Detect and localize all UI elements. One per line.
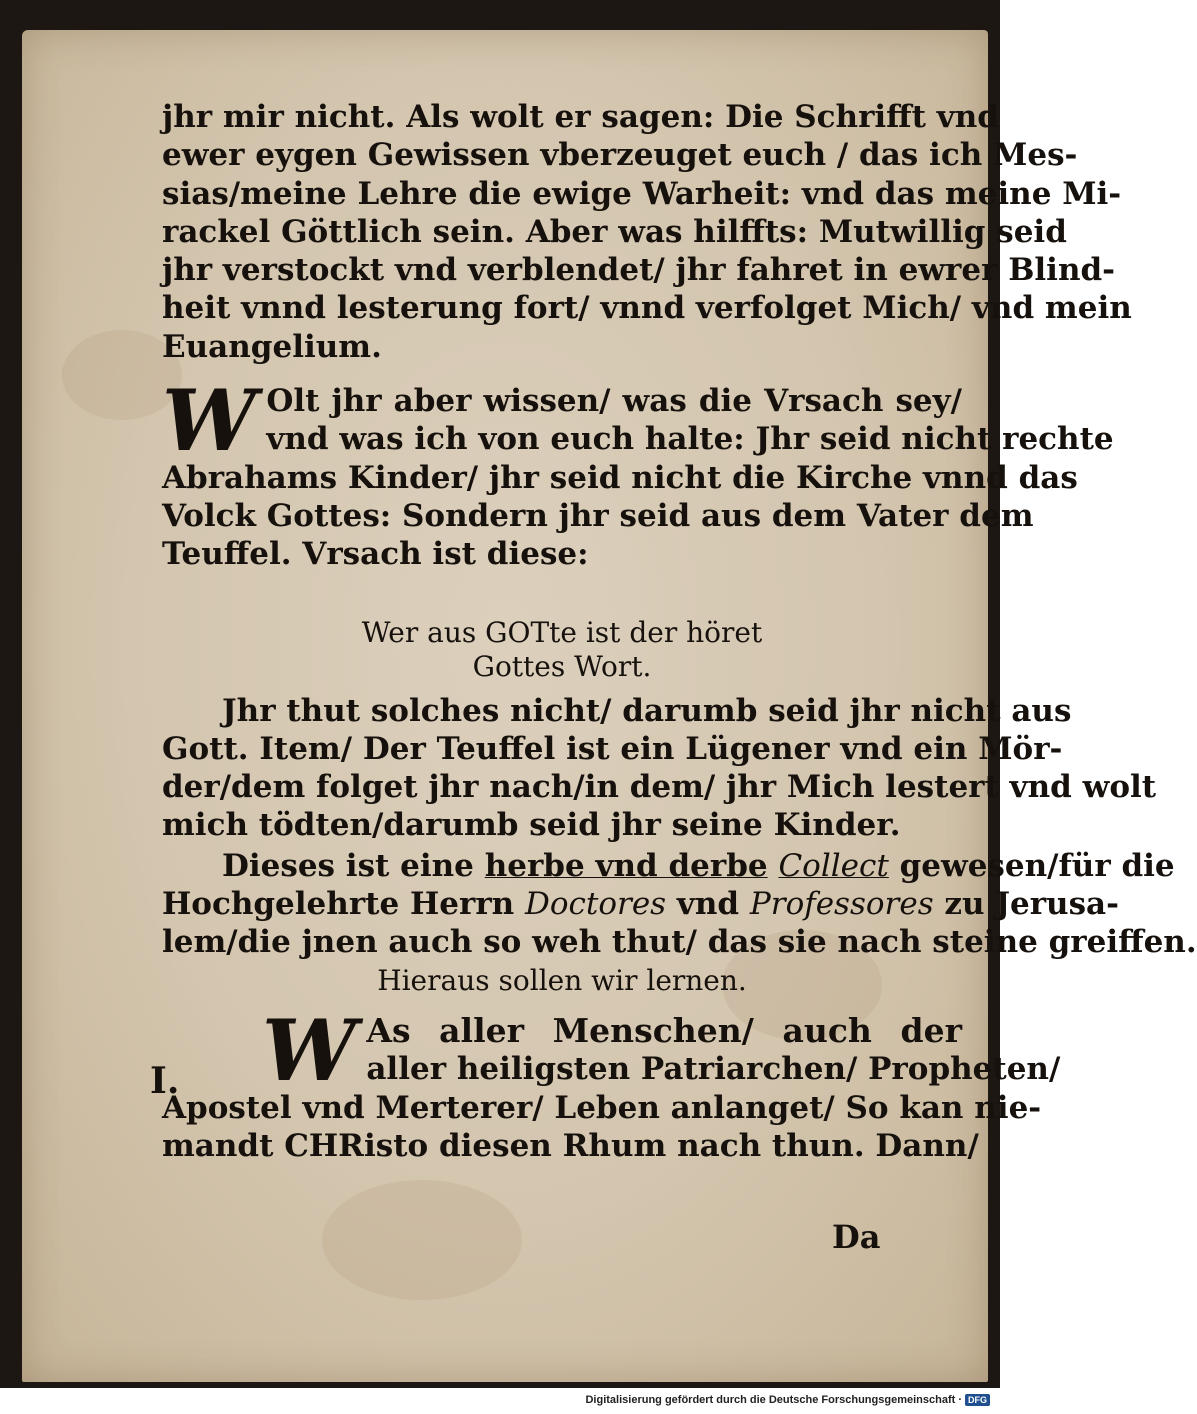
underlined-text: herbe vnd derbe [484, 847, 768, 884]
text-line: Gott. Item/ Der Teuffel ist ein Lügener vnd ein Mör- [162, 730, 1063, 767]
text-line: aller heiligsten Patriarchen/ Propheten/ [366, 1051, 1061, 1088]
text-line: Abrahams Kinder/ jhr seid nicht die Kirche vnnd das [162, 459, 1078, 496]
latin-word: Doctores [525, 886, 667, 923]
handwritten-word: Collect [778, 847, 889, 884]
text-line: sias/meine Lehre die ewige Warheit: vnd das meine Mi- [162, 175, 1122, 212]
text-line: mandt CHRisto diesen Rhum nach thun. Dann/ [162, 1127, 979, 1164]
dfg-logo-icon: DFG [965, 1394, 990, 1406]
latin-word: Professores [749, 886, 934, 923]
text-line: Teuffel. Vrsach ist diese: [162, 536, 589, 573]
quote-line: Gottes Wort. [472, 649, 652, 683]
paragraph-1 [162, 98, 1132, 366]
paper-stain [322, 1180, 522, 1300]
text-line: jhr verstockt vnd verblendet/ jhr fahret in ewrer Blind- [162, 252, 1116, 289]
section-heading: Hieraus sollen wir lernen. [377, 963, 747, 997]
text-line: As aller Menschen/ auch der [366, 1010, 962, 1050]
paragraph-4 [162, 847, 1197, 1000]
text-line: Apostel vnd Merterer/ Leben anlanget/ So kan nie- [162, 1089, 1042, 1126]
footer-text: Digitalisierung gefördert durch die Deutsche Forschungsgemeinschaft · [585, 1394, 962, 1406]
text-line: der/dem folget jhr nach/in dem/ jhr Mich lestert vnd wolt [162, 769, 1157, 806]
text-run: Dieses ist eine [222, 847, 485, 884]
text-line: jhr mir nicht. Als wolt er sagen: Die Schrifft vnd [162, 99, 999, 135]
text-line [162, 885, 1120, 923]
quote-line: Wer aus GOTte ist der höret [361, 615, 763, 649]
text-line: rackel Göttlich sein. Aber was hilffts: Mutwillig seid [162, 213, 1067, 250]
scripture-quote [162, 616, 962, 684]
digitization-footer [0, 1394, 990, 1406]
drop-cap: W [162, 371, 257, 471]
section-number: I. [150, 1060, 180, 1102]
text-line: Euangelium. [162, 328, 382, 365]
text-run: vnd [666, 886, 750, 923]
text-line: ewer eygen Gewissen vberzeuget euch / das ich Mes- [162, 137, 1078, 174]
catchword: Da [832, 1218, 881, 1256]
text-line: Olt jhr aber wissen/ was die Vrsach sey/ [266, 383, 962, 420]
text-line: heit vnnd lesterung fort/ vnnd verfolget Mich/ vnd mein [162, 290, 1132, 327]
text-line [162, 847, 1175, 885]
text-run: zu Jerusa- [933, 886, 1120, 923]
text-run: gewesen/für die [888, 847, 1175, 884]
text-line: lem/die jnen auch so weh thut/ das sie nach steine greiffen. [162, 924, 1197, 961]
paragraph-3 [162, 692, 1157, 845]
drop-cap: W [262, 1000, 357, 1100]
text-run: Hochgelehrte Herrn [162, 886, 525, 923]
text-line: mich tödten/darumb seid jhr seine Kinder. [162, 807, 901, 844]
text-line: Jhr thut solches nicht/ darumb seid jhr nicht aus [222, 692, 1072, 729]
text-line: vnd was ich von euch halte: Jhr seid nicht rechte [266, 421, 1114, 458]
paragraph-2 [162, 371, 1114, 573]
page-text [162, 98, 1197, 1165]
text-line: Volck Gottes: Sondern jhr seid aus dem Vater dem [162, 497, 1034, 534]
paragraph-5-continued [162, 1089, 1042, 1166]
paragraph-5 [162, 1000, 1061, 1100]
